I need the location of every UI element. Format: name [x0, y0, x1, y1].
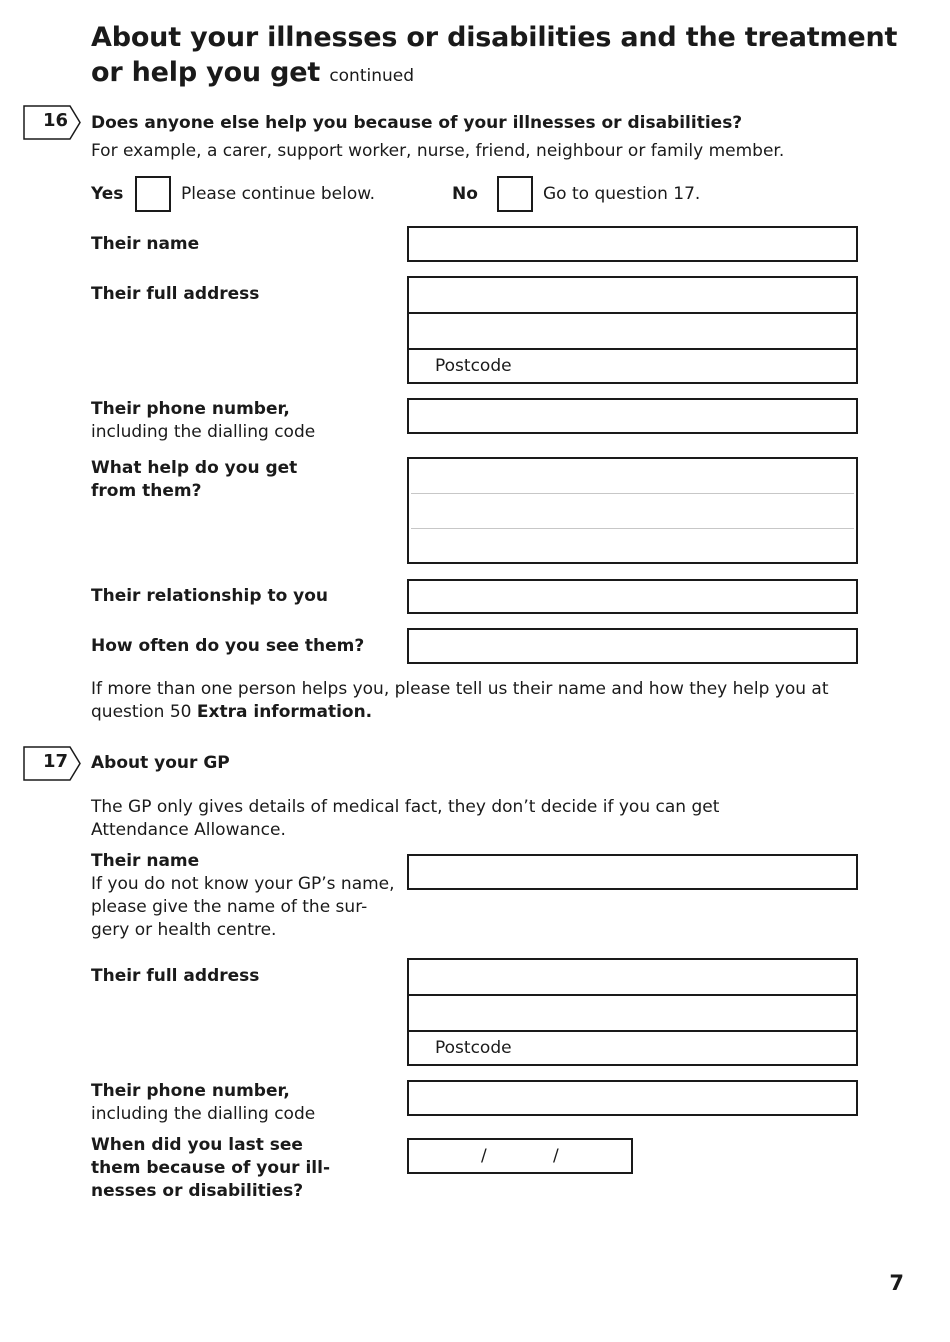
yes-label: Yes [91, 184, 124, 204]
q17-phone-field[interactable] [407, 1080, 858, 1116]
q17-address-line1[interactable] [409, 960, 856, 996]
date-separator: / [553, 1146, 559, 1166]
q16-note-line2-prefix: question 50 [91, 702, 192, 722]
q16-address-field[interactable] [407, 276, 858, 384]
q17-postcode-label: Postcode [435, 1038, 512, 1058]
q16-address-label: Their full address [91, 284, 260, 304]
q16-help-field[interactable] [407, 457, 858, 564]
q16-note-line2-bold: Extra information. [196, 702, 373, 722]
question-17-marker [23, 746, 81, 780]
q16-help-label-line2: from them? [91, 481, 202, 501]
page-title [91, 20, 897, 94]
page-title-line2: or help you get [91, 57, 321, 88]
q17-intro-line1: The GP only gives details of medical fact, they don’t decide if you can get [91, 797, 720, 817]
q17-name-label: Their name [91, 851, 200, 871]
q16-address-line2[interactable] [409, 314, 856, 350]
q16-help-label-group [91, 457, 297, 503]
q16-note-line1: If more than one person helps you, please tell us their name and how they help you at [91, 679, 829, 699]
q17-address-field[interactable] [407, 958, 858, 1066]
q17-phone-label: Their phone number, [91, 1081, 290, 1101]
q17-address-label: Their full address [91, 966, 260, 986]
ruled-line [411, 493, 854, 494]
q16-name-field[interactable] [407, 226, 858, 262]
q17-name-help-line2: please give the name of the sur- [91, 897, 368, 917]
continued-label: continued [329, 66, 415, 86]
q16-note [91, 678, 829, 724]
q16-phone-label: Their phone number, [91, 399, 290, 419]
q16-phone-field[interactable] [407, 398, 858, 434]
ruled-line [411, 528, 854, 529]
page-title-line1: About your illnesses or disabilities and the treatment [91, 22, 898, 53]
q16-postcode-field[interactable] [409, 350, 856, 382]
page-number: 7 [889, 1271, 904, 1295]
q16-name-label: Their name [91, 234, 200, 254]
q17-last-seen-line3: nesses or disabilities? [91, 1181, 304, 1201]
q17-intro [91, 796, 719, 842]
q16-relationship-field[interactable] [407, 579, 858, 614]
q16-postcode-label: Postcode [435, 356, 512, 376]
q17-phone-label-group [91, 1080, 315, 1126]
question-16-marker [23, 105, 81, 139]
q16-question: Does anyone else help you because of your illnesses or disabilities? [91, 113, 743, 133]
date-separator: / [481, 1146, 487, 1166]
q17-last-seen-line1: When did you last see [91, 1135, 303, 1155]
q16-how-often-label: How often do you see them? [91, 636, 365, 656]
yes-instruction: Please continue below. [181, 184, 376, 204]
q17-last-seen-label-group [91, 1134, 330, 1203]
q17-last-seen-date-field[interactable] [407, 1138, 633, 1174]
q16-how-often-field[interactable] [407, 628, 858, 664]
no-instruction: Go to question 17. [543, 184, 701, 204]
q17-address-line2[interactable] [409, 996, 856, 1032]
q17-last-seen-line2: them because of your ill- [91, 1158, 331, 1178]
q16-relationship-label: Their relationship to you [91, 586, 329, 606]
q17-intro-line2: Attendance Allowance. [91, 820, 286, 840]
yes-checkbox[interactable] [135, 176, 171, 212]
q16-example: For example, a carer, support worker, nurse, friend, neighbour or family member. [91, 141, 785, 161]
q17-phone-sub: including the dialling code [91, 1104, 316, 1124]
q16-phone-sub: including the dialling code [91, 422, 316, 442]
no-checkbox[interactable] [497, 176, 533, 212]
q17-postcode-field[interactable] [409, 1032, 856, 1064]
q17-name-label-group [91, 850, 395, 942]
question-17-number: 17 [42, 751, 68, 772]
q16-phone-label-group [91, 398, 315, 444]
q17-name-help-line3: gery or health centre. [91, 920, 277, 940]
q17-name-field[interactable] [407, 854, 858, 890]
question-16-number: 16 [42, 110, 68, 131]
q17-heading: About your GP [91, 753, 230, 773]
q17-name-help-line1: If you do not know your GP’s name, [91, 874, 395, 894]
no-label: No [452, 184, 478, 204]
q16-address-line1[interactable] [409, 278, 856, 314]
q16-help-label-line1: What help do you get [91, 458, 298, 478]
